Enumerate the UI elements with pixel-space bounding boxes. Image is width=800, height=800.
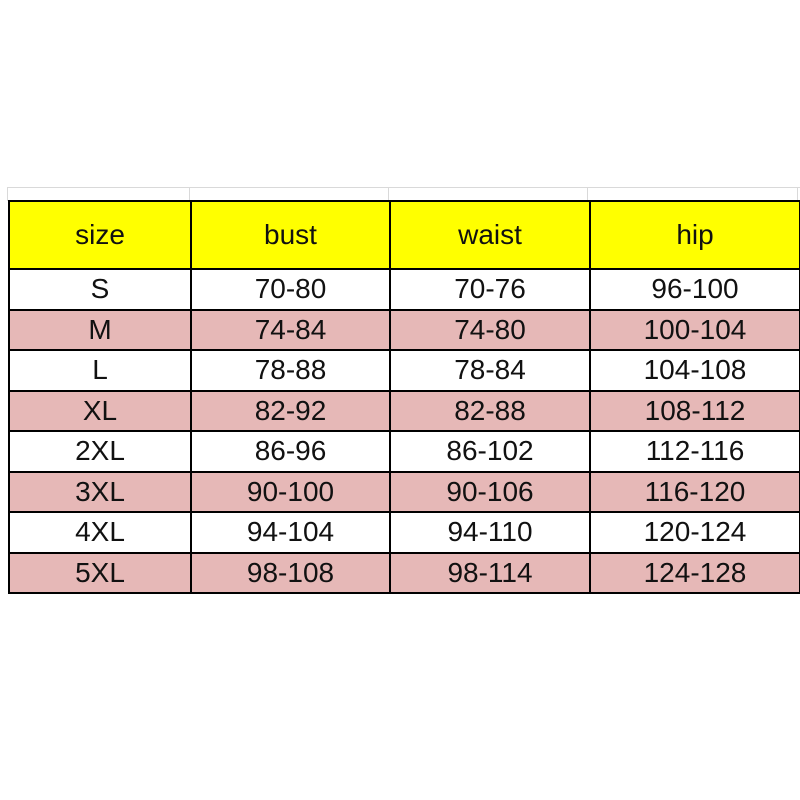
table-row xyxy=(9,553,800,594)
table-row xyxy=(9,512,800,553)
cell-bust: 94-104 xyxy=(191,512,390,553)
cell-hip: 104-108 xyxy=(590,350,800,391)
size-chart-table xyxy=(8,200,800,594)
cell-waist: 82-88 xyxy=(390,391,590,432)
sheet-gridline xyxy=(8,187,800,188)
table-row xyxy=(9,350,800,391)
sheet-gridline xyxy=(7,187,8,201)
cell-size: XL xyxy=(9,391,191,432)
cell-bust: 90-100 xyxy=(191,472,390,513)
table-row xyxy=(9,391,800,432)
header-row xyxy=(9,201,800,269)
cell-waist: 86-102 xyxy=(390,431,590,472)
cell-waist: 90-106 xyxy=(390,472,590,513)
sheet-gridline xyxy=(189,187,190,200)
header-bust: bust xyxy=(191,201,390,269)
cell-hip: 120-124 xyxy=(590,512,800,553)
cell-bust: 70-80 xyxy=(191,269,390,310)
cell-waist: 78-84 xyxy=(390,350,590,391)
cell-waist: 94-110 xyxy=(390,512,590,553)
cell-size: S xyxy=(9,269,191,310)
cell-hip: 116-120 xyxy=(590,472,800,513)
header-hip: hip xyxy=(590,201,800,269)
sheet-gridline xyxy=(587,187,588,200)
table-row xyxy=(9,431,800,472)
cell-bust: 86-96 xyxy=(191,431,390,472)
cell-size: 2XL xyxy=(9,431,191,472)
cell-hip: 108-112 xyxy=(590,391,800,432)
cell-bust: 74-84 xyxy=(191,310,390,351)
cell-hip: 96-100 xyxy=(590,269,800,310)
cell-size: 3XL xyxy=(9,472,191,513)
cell-size: L xyxy=(9,350,191,391)
cell-hip: 124-128 xyxy=(590,553,800,594)
header-size: size xyxy=(9,201,191,269)
cell-waist: 98-114 xyxy=(390,553,590,594)
cell-bust: 78-88 xyxy=(191,350,390,391)
table-row xyxy=(9,310,800,351)
cell-bust: 82-92 xyxy=(191,391,390,432)
cell-hip: 100-104 xyxy=(590,310,800,351)
cell-bust: 98-108 xyxy=(191,553,390,594)
cell-waist: 70-76 xyxy=(390,269,590,310)
sheet-gridline xyxy=(388,187,389,200)
cell-waist: 74-80 xyxy=(390,310,590,351)
sheet-gridline xyxy=(797,187,798,200)
cell-size: 4XL xyxy=(9,512,191,553)
table-row xyxy=(9,269,800,310)
cell-size: M xyxy=(9,310,191,351)
cell-hip: 112-116 xyxy=(590,431,800,472)
header-waist: waist xyxy=(390,201,590,269)
table-row xyxy=(9,472,800,513)
cell-size: 5XL xyxy=(9,553,191,594)
